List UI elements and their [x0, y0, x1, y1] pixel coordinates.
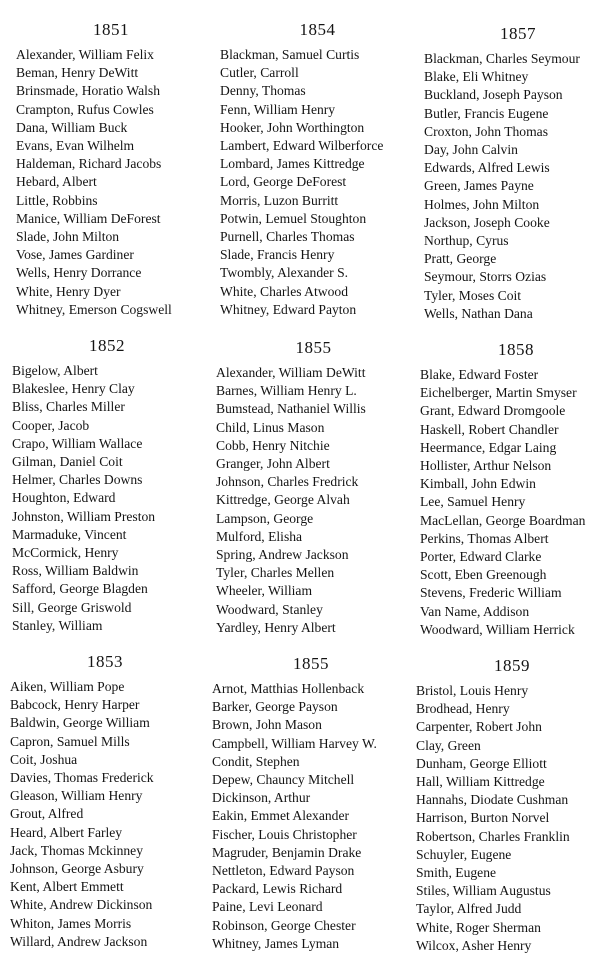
name-entry: Blake, Eli Whitney — [424, 69, 529, 85]
class-year: 1854 — [299, 20, 336, 39]
name-entry: Schuyler, Eugene — [416, 846, 512, 862]
name-entry: Perkins, Thomas Albert — [420, 530, 549, 546]
name-entry: Taylor, Alfred Judd — [416, 901, 522, 917]
name-entry: Granger, John Albert — [216, 456, 330, 472]
class-year: 1855 — [295, 338, 332, 357]
name-entry: Crampton, Rufus Cowles — [16, 101, 154, 117]
name-entry: Pratt, George — [424, 251, 497, 267]
name-entry: Hollister, Arthur Nelson — [420, 458, 552, 474]
name-entry: Lambert, Edward Wilberforce — [220, 138, 384, 154]
name-entry: Whitney, Emerson Cogswell — [16, 301, 172, 317]
name-entry: Babcock, Henry Harper — [10, 697, 140, 713]
name-entry: Spring, Andrew Jackson — [216, 547, 349, 563]
name-entry: White, Charles Atwood — [220, 283, 348, 299]
name-entry: Yardley, Henry Albert — [216, 619, 336, 635]
name-entry: White, Henry Dyer — [16, 283, 121, 299]
name-entry: Smith, Eugene — [416, 865, 497, 881]
name-entry: Paine, Levi Leonard — [212, 899, 323, 915]
class-block-1853 — [10, 652, 200, 951]
name-entry: Robinson, George Chester — [212, 917, 356, 933]
name-entry: Nettleton, Edward Payson — [212, 863, 355, 879]
name-entry: Bigelow, Albert — [12, 363, 98, 378]
name-entry: Brown, John Mason — [212, 717, 322, 733]
name-entry: Eakin, Emmet Alexander — [212, 808, 350, 824]
name-entry: Coit, Joshua — [10, 751, 78, 767]
class-year: 1853 — [87, 652, 123, 671]
name-entry: Croxton, John Thomas — [424, 123, 548, 139]
name-entry: Magruder, Benjamin Drake — [212, 844, 362, 860]
name-entry: Woodward, William Herrick — [420, 621, 575, 637]
name-entry: McCormick, Henry — [12, 545, 119, 561]
name-entry: Day, John Calvin — [424, 142, 518, 158]
class-block-1855-second — [212, 654, 410, 953]
class-block-1858 — [420, 340, 612, 639]
name-entry: Johnson, Charles Fredrick — [216, 474, 359, 490]
name-entry: Hooker, John Worthington — [220, 119, 365, 135]
name-entry: Aiken, William Pope — [10, 679, 125, 694]
name-entry: Porter, Edward Clarke — [420, 549, 542, 565]
name-entry: Dickinson, Arthur — [212, 790, 311, 806]
name-entry: Dunham, George Elliott — [416, 755, 547, 771]
name-entry: Beman, Henry DeWitt — [16, 65, 139, 81]
name-list — [10, 678, 200, 951]
class-year: 1855 — [293, 654, 329, 673]
name-entry: Stanley, William — [12, 617, 103, 633]
class-year: 1852 — [89, 336, 125, 355]
name-entry: Cooper, Jacob — [12, 417, 90, 433]
name-entry: Stiles, William Augustus — [416, 883, 551, 899]
name-entry: Lampson, George — [216, 510, 314, 526]
name-entry: Tyler, Moses Coit — [424, 287, 522, 303]
name-entry: Haskell, Robert Chandler — [420, 421, 559, 437]
name-entry: Bliss, Charles Miller — [12, 399, 125, 415]
name-entry: Bumstead, Nathaniel Willis — [216, 401, 366, 417]
name-entry: Green, James Payne — [424, 178, 534, 194]
name-entry: Purnell, Charles Thomas — [220, 229, 355, 245]
name-entry: Cobb, Henry Nitchie — [216, 437, 330, 453]
name-entry: Wheeler, William — [216, 583, 313, 599]
name-entry: Baldwin, George William — [10, 715, 150, 731]
name-entry: Woodward, Stanley — [216, 601, 323, 617]
name-list — [12, 362, 202, 635]
class-block-1855 — [216, 338, 411, 637]
name-list — [16, 46, 206, 319]
name-list — [416, 682, 608, 955]
class-block-1854 — [220, 20, 415, 319]
name-entry: White, Roger Sherman — [416, 919, 541, 935]
class-block-1857 — [424, 24, 612, 323]
name-entry: Stevens, Frederic William — [420, 585, 562, 601]
name-entry: Jackson, Joseph Cooke — [424, 214, 550, 230]
name-entry: Safford, George Blagden — [12, 581, 148, 597]
name-entry: Lombard, James Kittredge — [220, 156, 365, 172]
name-entry: Vose, James Gardiner — [16, 247, 134, 263]
name-entry: Buckland, Joseph Payson — [424, 87, 563, 103]
name-entry: Arnot, Matthias Hollenback — [212, 681, 365, 696]
name-entry: Potwin, Lemuel Stoughton — [220, 210, 367, 226]
name-entry: Barker, George Payson — [212, 699, 338, 715]
name-entry: Manice, William DeForest — [16, 210, 161, 226]
name-entry: Tyler, Charles Mellen — [216, 565, 335, 581]
name-entry: Slade, Francis Henry — [220, 247, 335, 263]
name-entry: Hebard, Albert — [16, 174, 97, 190]
name-entry: Seymour, Storrs Ozias — [424, 269, 547, 285]
name-entry: Heard, Albert Farley — [10, 824, 123, 840]
name-entry: Eichelberger, Martin Smyser — [420, 385, 577, 401]
name-entry: Fischer, Louis Christopher — [212, 826, 357, 842]
name-entry: Butler, Francis Eugene — [424, 105, 549, 121]
name-list — [220, 46, 415, 319]
name-entry: Alexander, William DeWitt — [216, 365, 366, 380]
name-entry: Child, Linus Mason — [216, 419, 325, 435]
name-entry: Van Name, Addison — [420, 603, 530, 619]
name-entry: Depew, Chauncy Mitchell — [212, 772, 355, 788]
name-entry: Grant, Edward Dromgoole — [420, 403, 566, 419]
name-entry: MacLellan, George Boardman — [420, 512, 586, 528]
name-entry: Denny, Thomas — [220, 83, 306, 99]
name-entry: Hannahs, Diodate Cushman — [416, 792, 569, 808]
class-block-1859 — [416, 656, 608, 955]
name-entry: Willard, Andrew Jackson — [10, 933, 148, 949]
name-entry: Helmer, Charles Downs — [12, 472, 143, 488]
name-entry: Dana, William Buck — [16, 119, 128, 135]
class-year: 1859 — [494, 656, 530, 675]
name-entry: Johnston, William Preston — [12, 508, 156, 524]
name-entry: Gilman, Daniel Coit — [12, 454, 123, 470]
name-entry: Packard, Lewis Richard — [212, 881, 343, 897]
name-entry: White, Andrew Dickinson — [10, 897, 153, 913]
name-entry: Blake, Edward Foster — [420, 367, 539, 382]
name-entry: Evans, Evan Wilhelm — [16, 138, 135, 154]
name-entry: Gleason, William Henry — [10, 788, 143, 804]
name-entry: Capron, Samuel Mills — [10, 733, 130, 749]
name-list — [212, 680, 410, 953]
class-year: 1857 — [500, 24, 536, 43]
name-entry: Whiton, James Morris — [10, 915, 132, 931]
name-entry: Brodhead, Henry — [416, 701, 510, 717]
name-entry: Fenn, William Henry — [220, 101, 336, 117]
class-year: 1858 — [498, 340, 534, 359]
name-entry: Wells, Henry Dorrance — [16, 265, 142, 281]
name-entry: Kent, Albert Emmett — [10, 879, 124, 895]
name-entry: Little, Robbins — [16, 192, 98, 208]
name-entry: Clay, Green — [416, 737, 481, 753]
name-entry: Blakeslee, Henry Clay — [12, 381, 135, 397]
name-entry: Wells, Nathan Dana — [424, 305, 533, 321]
name-entry: Alexander, William Felix — [16, 47, 154, 62]
name-entry: Campbell, William Harvey W. — [212, 735, 377, 751]
name-entry: Harrison, Burton Norvel — [416, 810, 550, 826]
name-entry: Haldeman, Richard Jacobs — [16, 156, 162, 172]
name-entry: Crapo, William Wallace — [12, 435, 143, 451]
name-entry: Carpenter, Robert John — [416, 719, 542, 735]
name-entry: Whitney, Edward Payton — [220, 301, 357, 317]
name-entry: Edwards, Alfred Lewis — [424, 160, 550, 176]
name-entry: Blackman, Samuel Curtis — [220, 47, 360, 62]
name-entry: Houghton, Edward — [12, 490, 116, 506]
name-entry: Wilcox, Asher Henry — [416, 937, 532, 953]
name-entry: Slade, John Milton — [16, 229, 120, 245]
name-entry: Morris, Luzon Burritt — [220, 192, 339, 208]
name-entry: Sill, George Griswold — [12, 599, 132, 615]
class-block-1852 — [12, 336, 202, 635]
name-entry: Heermance, Edgar Laing — [420, 439, 557, 455]
name-entry: Condit, Stephen — [212, 753, 300, 769]
name-entry: Jack, Thomas Mckinney — [10, 842, 144, 858]
name-entry: Lord, George DeForest — [220, 174, 347, 190]
name-entry: Brinsmade, Horatio Walsh — [16, 83, 161, 99]
name-entry: Blackman, Charles Seymour — [424, 51, 580, 66]
name-list — [420, 366, 612, 639]
name-entry: Barnes, William Henry L. — [216, 383, 357, 399]
name-entry: Twombly, Alexander S. — [220, 265, 349, 281]
name-entry: Johnson, George Asbury — [10, 861, 144, 877]
class-year: 1851 — [93, 20, 129, 39]
name-entry: Mulford, Elisha — [216, 528, 303, 544]
name-entry: Robertson, Charles Franklin — [416, 828, 570, 844]
name-entry: Northup, Cyrus — [424, 233, 509, 249]
name-list — [424, 50, 612, 323]
name-entry: Davies, Thomas Frederick — [10, 770, 154, 786]
name-entry: Scott, Eben Greenough — [420, 567, 547, 583]
name-entry: Bristol, Louis Henry — [416, 683, 529, 698]
name-entry: Cutler, Carroll — [220, 65, 299, 81]
name-entry: Grout, Alfred — [10, 806, 84, 822]
name-entry: Ross, William Baldwin — [12, 563, 139, 579]
name-entry: Hall, William Kittredge — [416, 774, 545, 790]
name-entry: Marmaduke, Vincent — [12, 526, 127, 542]
name-list — [216, 364, 411, 637]
name-entry: Whitney, James Lyman — [212, 935, 340, 951]
name-entry: Holmes, John Milton — [424, 196, 540, 212]
class-block-1851 — [16, 20, 206, 319]
name-entry: Kittredge, George Alvah — [216, 492, 350, 508]
name-entry: Kimball, John Edwin — [420, 476, 536, 492]
name-entry: Lee, Samuel Henry — [420, 494, 526, 510]
